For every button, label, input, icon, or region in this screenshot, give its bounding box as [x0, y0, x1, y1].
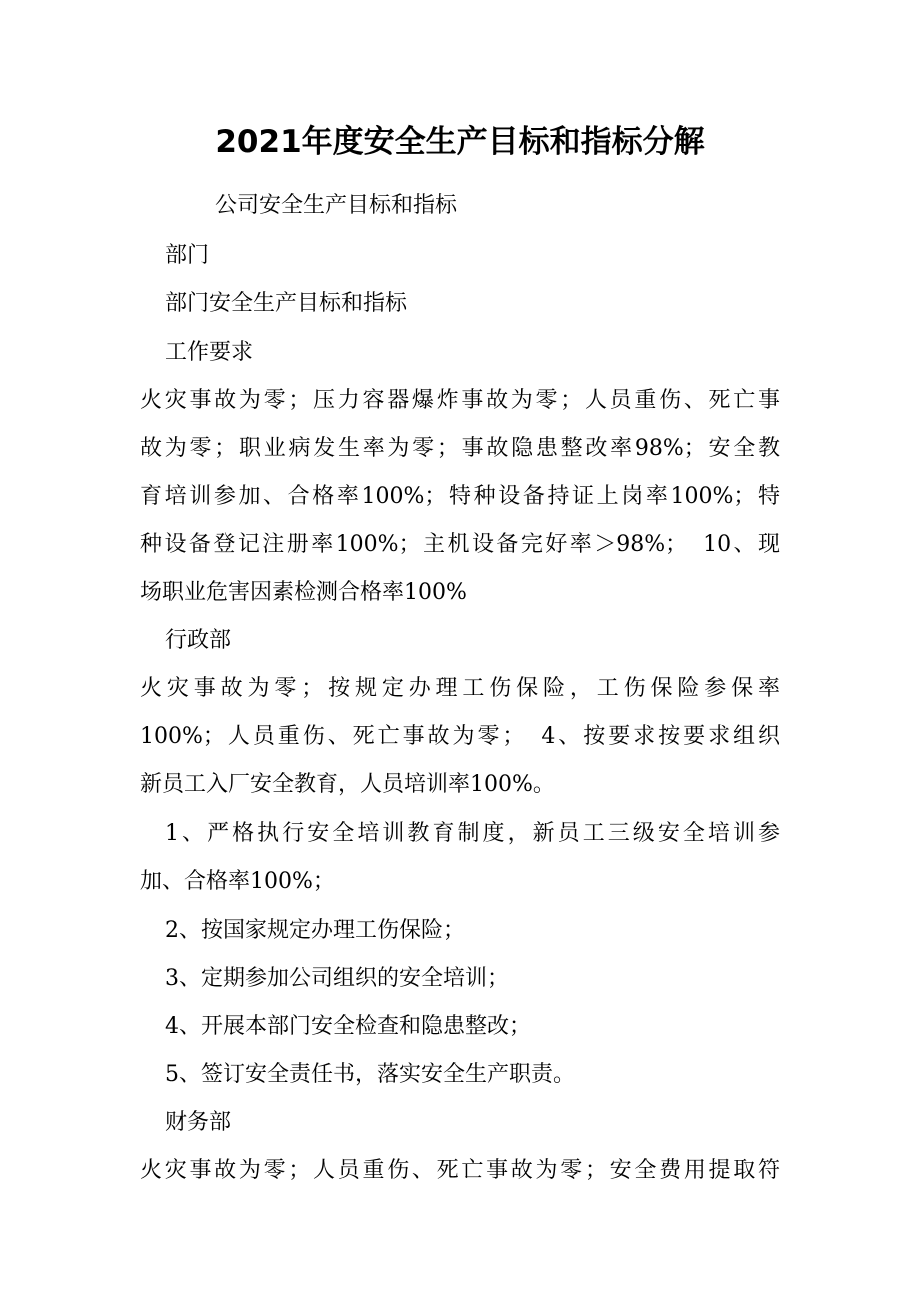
- list-item-continuation: 加、合格率100%；: [140, 869, 335, 894]
- paragraph-line: 火灾事故为零；人员重伤、死亡事故为零；安全费用提取符: [140, 1158, 780, 1183]
- paragraph-line: 育培训参加、合格率100%；特种设备持证上岗率100%；特: [140, 484, 780, 509]
- list-item: 4、开展本部门安全检查和隐患整改；: [165, 1014, 531, 1039]
- list-item: 1、严格执行安全培训教育制度，新员工三级安全培训参: [165, 821, 780, 846]
- paragraph-line: 火灾事故为零；按规定办理工伤保险，工伤保险参保率: [140, 676, 780, 701]
- paragraph-line: 新员工入厂安全教育，人员培训率100%。: [140, 772, 555, 797]
- paragraph-line: 种设备登记注册率100%；主机设备完好率＞98%； 10、现: [140, 532, 780, 557]
- document-title: 2021年度安全生产目标和指标分解: [215, 124, 705, 160]
- paragraph-line: 故为零；职业病发生率为零；事故隐患整改率98%；安全教: [140, 436, 780, 461]
- list-item: 3、定期参加公司组织的安全培训；: [165, 966, 509, 991]
- list-item: 2、按国家规定办理工伤保险；: [165, 918, 465, 943]
- list-item: 5、签订安全责任书，落实安全生产职责。: [165, 1062, 575, 1087]
- label-work-requirements: 工作要求: [165, 340, 254, 365]
- paragraph-line: 场职业危害因素检测合格率100%: [140, 580, 467, 605]
- paragraph-line: 火灾事故为零；压力容器爆炸事故为零；人员重伤、死亡事: [140, 388, 780, 413]
- section-heading-finance-dept: 财务部: [165, 1110, 232, 1135]
- section-heading-company-targets: 公司安全生产目标和指标: [215, 193, 458, 218]
- section-heading-admin-dept: 行政部: [165, 628, 232, 653]
- paragraph-line: 100%；人员重伤、死亡事故为零； 4、按要求按要求组织: [140, 724, 780, 749]
- label-department-targets: 部门安全生产目标和指标: [165, 291, 408, 316]
- label-department: 部门: [165, 243, 210, 268]
